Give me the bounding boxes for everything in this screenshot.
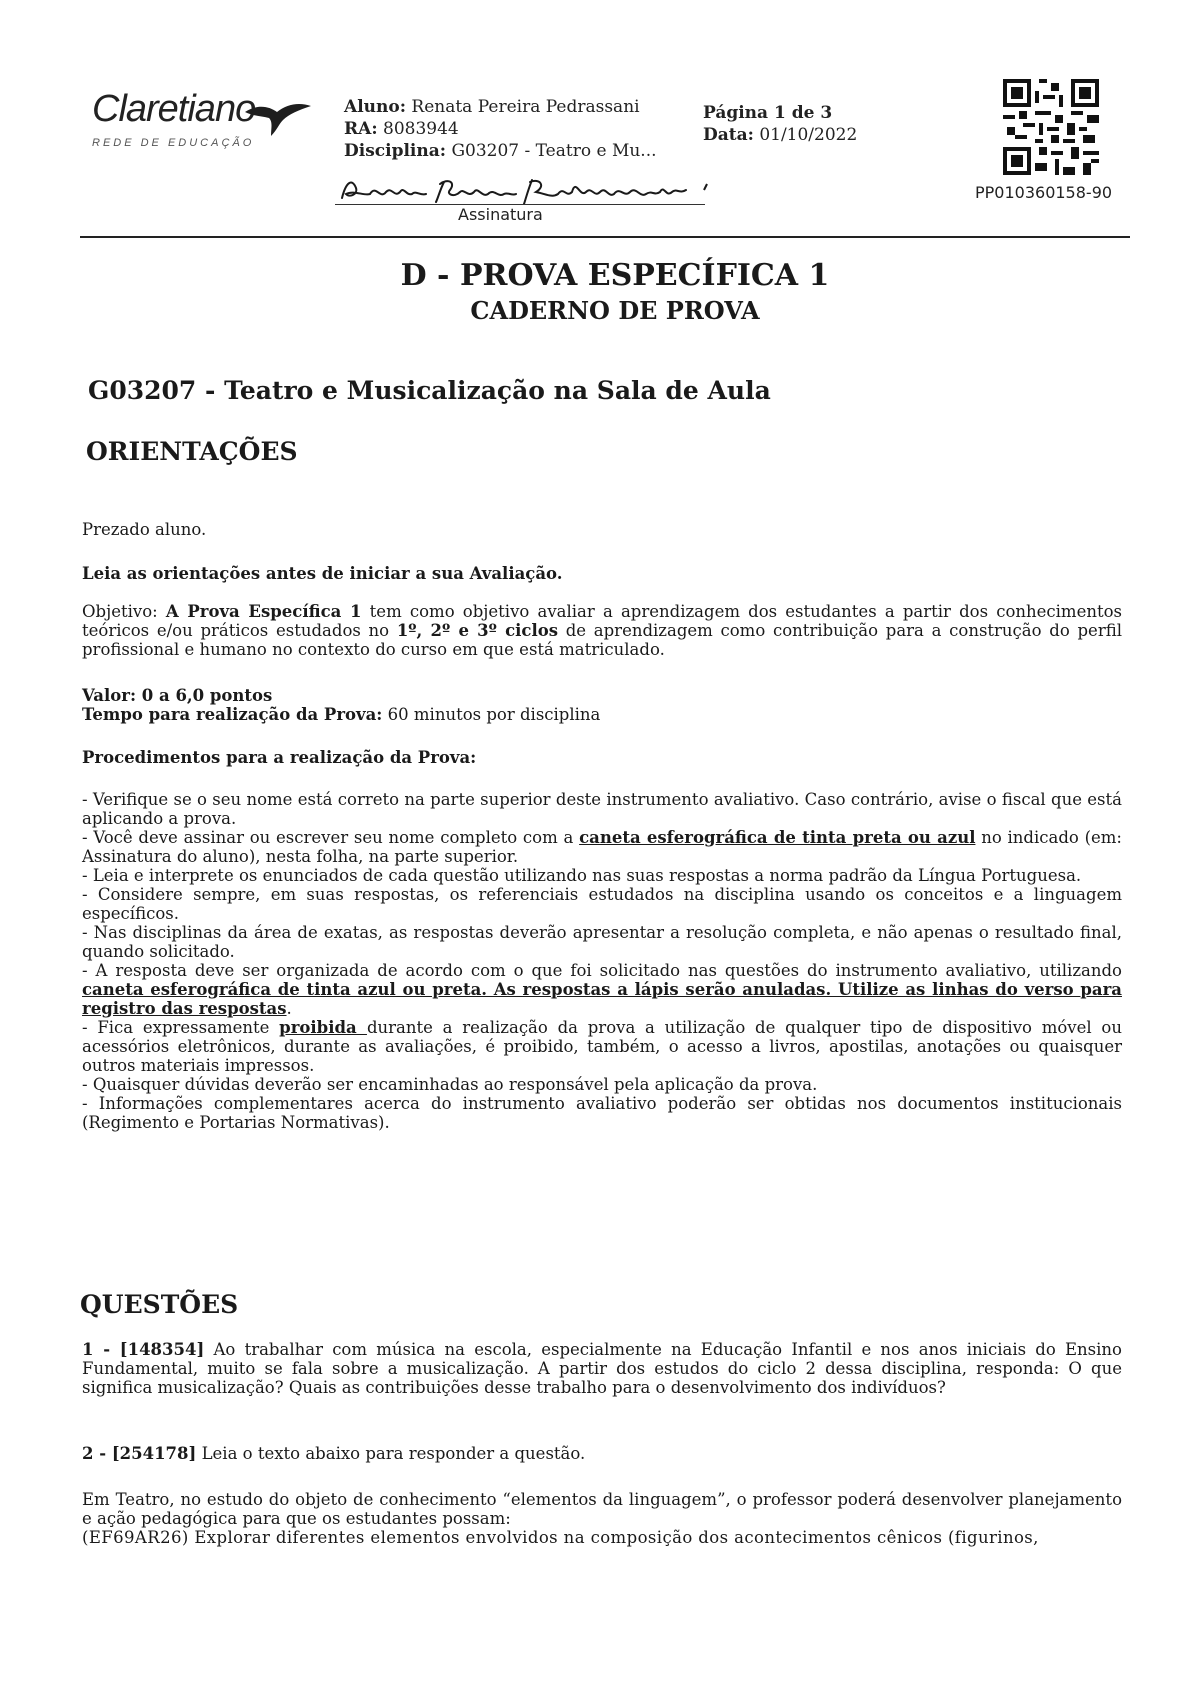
procedure-item: - Leia e interprete os enunciados de cada questão utilizando nas suas respostas a norma padrão da Língua Portuguesa. [82, 866, 1082, 885]
procedures-heading: Procedimentos para a realização da Prova: [82, 748, 477, 767]
document-code: PP010360158-90 [975, 183, 1113, 202]
procedure-text: - Fica expressamente [82, 1018, 280, 1037]
ra-label: RA: [344, 119, 378, 139]
procedure-text: no indicado (em: Assinatura do aluno), nesta folha, na parte superior. [82, 828, 1122, 866]
page-number: Página 1 de 3 [703, 103, 833, 123]
procedure-text: - Você deve assinar ou escrever seu nome completo com a [82, 828, 580, 847]
procedure-item: - Verifique se o seu nome está correto na parte superior deste instrumento avaliativo. Caso contrário, avise o fiscal que está aplicando a prova. [82, 790, 1122, 828]
objective-bold: A Prova Específica 1 [165, 602, 362, 621]
procedure-item [82, 828, 1122, 866]
orientation-heading: ORIENTAÇÕES [86, 437, 298, 466]
procedure-item: - Quaisquer dúvidas deverão ser encaminhadas ao responsável pela aplicação da prova. [82, 1075, 818, 1094]
question-2-text: Leia o texto abaixo para responder a questão. [196, 1444, 586, 1463]
question-1-id: 1 - [148354] [82, 1340, 205, 1359]
objective-mid: tem como objetivo avaliar a aprendizagem dos estudantes a partir dos conhecimentos teóricos e/ou práticos estudados no [82, 602, 1122, 640]
question-2 [82, 1444, 1122, 1463]
procedure-item: - Informações complementares acerca do instrumento avaliativo poderão ser obtidas nos documentos institucionais (Regimento e Portarias Normativas). [82, 1094, 1122, 1132]
procedure-text: - A resposta deve ser organizada de acordo com o que foi solicitado nas questões do instrumento avaliativo, utilizando [82, 961, 1122, 980]
question-2-context: Em Teatro, no estudo do objeto de conhecimento “elementos da linguagem”, o professor poderá desenvolver planejamento e ação pedagógica para que os estudantes possam: [82, 1490, 1122, 1528]
exam-subtitle: CADERNO DE PROVA [470, 296, 760, 325]
question-1 [82, 1340, 1122, 1397]
handwritten-signature [336, 172, 716, 208]
question-2-skill-code: (EF69AR26) Explorar diferentes elementos envolvidos na composição dos acontecimentos cênicos (figurinos, [82, 1528, 1039, 1547]
objective-prefix: Objetivo: [82, 602, 166, 621]
read-first-note: Leia as orientações antes de iniciar a sua Avaliação. [82, 564, 563, 583]
procedure-item: - Nas disciplinas da área de exatas, as respostas deverão apresentar a resolução completa, e não apenas o resultado final, quando solicitado. [82, 923, 1122, 961]
question-1-text: Ao trabalhar com música na escola, especialmente na Educação Infantil e nos anos iniciais do Ensino Fundamental, muito se fala sobre a musicalização. A partir dos estudos do ciclo 2 dessa disciplina, responda: O que significa musicalização? Quais as contribuições desse trabalho para o desenvolvimento dos indivíduos? [82, 1340, 1122, 1397]
procedure-item [82, 961, 1122, 1018]
student-info [344, 96, 674, 162]
date-label: Data: [703, 125, 754, 145]
qr-code-icon [1003, 79, 1099, 175]
value-line: Valor: 0 a 6,0 pontos [82, 686, 273, 705]
procedure-item [82, 1018, 1122, 1075]
procedure-emphasis: caneta esferográfica de tinta azul ou preta. As respostas a lápis serão anuladas. Utilize as linhas do verso para registro das respostas [82, 980, 1122, 1018]
logo-subtitle: REDE DE EDUCAÇÃO [92, 137, 255, 149]
procedure-emphasis: caneta esferográfica de tinta preta ou azul [579, 828, 976, 847]
signature-label: Assinatura [458, 205, 543, 224]
question-2-id: 2 - [254178] [82, 1444, 197, 1463]
date-value: 01/10/2022 [759, 125, 858, 145]
page-info [703, 102, 857, 146]
bird-logo-icon [243, 98, 313, 138]
student-name: Renata Pereira Pedrassani [411, 97, 640, 117]
questions-heading: QUESTÕES [80, 1290, 239, 1319]
time-value: 60 minutos por disciplina [382, 705, 601, 724]
procedure-text: durante a realização da prova a utilização de qualquer tipo de dispositivo móvel ou acessórios eletrônicos, durante as avaliações, é proibido, também, o acesso a livros, apostilas, anotações ou quaisquer outros materiais impressos. [82, 1018, 1122, 1075]
objective-paragraph [82, 602, 1122, 659]
objective-end: de aprendizagem como contribuição para a construção do perfil profissional e humano no contexto do curso em que está matriculado. [82, 621, 1122, 659]
signature-text: Renata Pereira Pedrassani [336, 172, 350, 173]
objective-cycles: 1º, 2º e 3º ciclos [396, 621, 559, 640]
time-line [82, 705, 1122, 724]
procedure-item: - Considere sempre, em suas respostas, os referenciais estudados na disciplina usando os conceitos e a linguagem específicos. [82, 885, 1122, 923]
procedure-text: . [286, 999, 292, 1018]
discipline-label: Disciplina: [344, 141, 447, 161]
exam-title: D - PROVA ESPECÍFICA 1 [400, 258, 830, 293]
time-label: Tempo para realização da Prova: [82, 705, 383, 724]
greeting: Prezado aluno. [82, 520, 207, 539]
procedure-emphasis: proibida [279, 1018, 367, 1037]
course-title: G03207 - Teatro e Musicalização na Sala de Aula [88, 376, 771, 405]
procedures-list [82, 790, 1122, 1132]
discipline-value: G03207 - Teatro e Mu... [451, 141, 657, 161]
logo-wordmark: Claretiano [92, 88, 256, 130]
header-divider [80, 236, 1130, 238]
student-label: Aluno: [344, 97, 406, 117]
ra-value: 8083944 [383, 119, 459, 139]
